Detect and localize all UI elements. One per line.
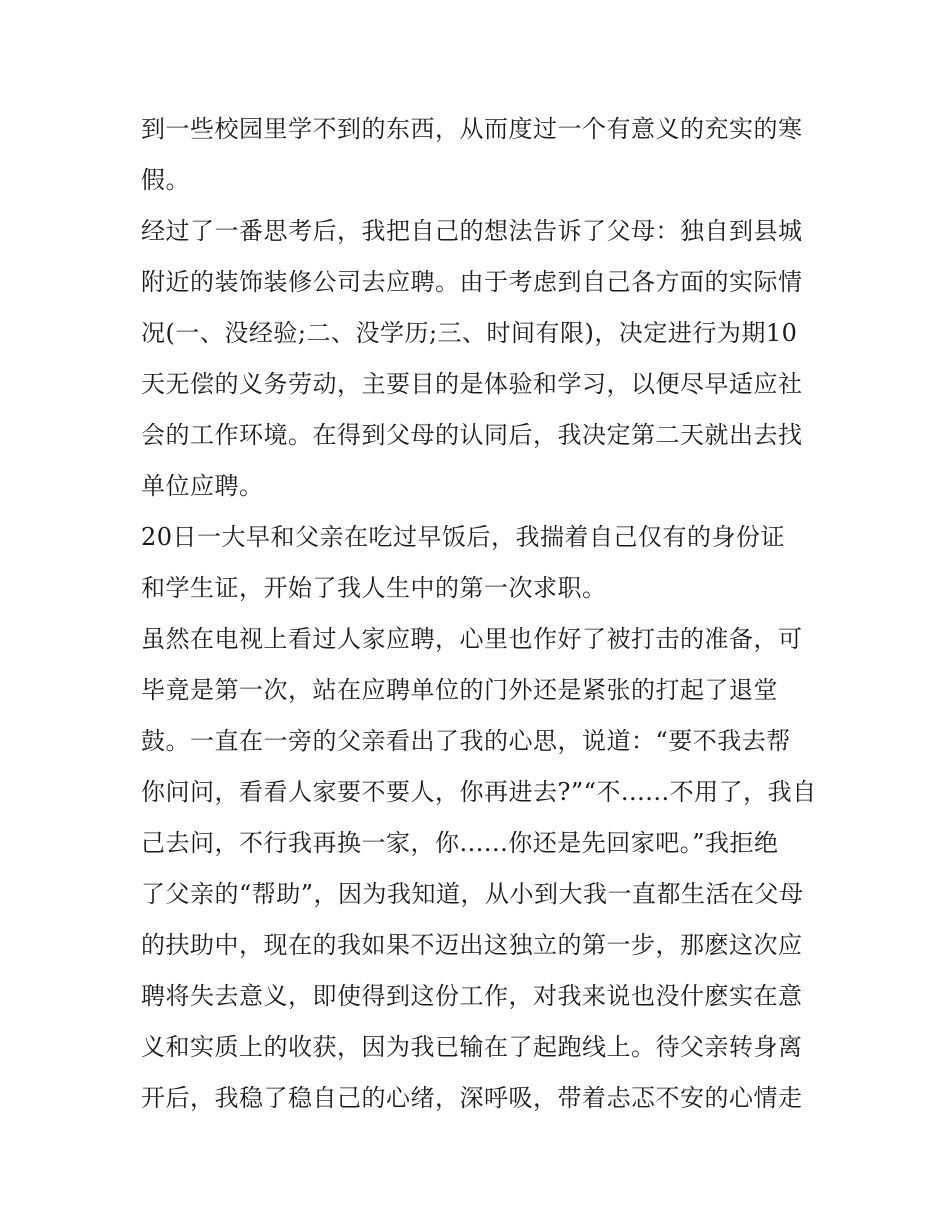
- body-text: [141, 104, 821, 1124]
- text-line: 义和实质上的收获，因为我已输在了起跑线上。待父亲转身离: [141, 1033, 803, 1061]
- text-line: 毕竟是第一次，站在应聘单位的门外还是紧张的打起了退堂: [141, 676, 778, 704]
- text-line: 己去问，不行我再换一家，你......你还是先回家吧。”我拒绝: [141, 829, 779, 857]
- text-line: 况(一、没经验;二、没学历;三、时间有限)，决定进行为期10: [141, 319, 798, 347]
- text-line: 的扶助中，现在的我如果不迈出这独立的第一步，那麽这次应: [141, 931, 803, 959]
- text-line: 假。: [141, 166, 190, 194]
- text-line: 鼓。一直在一旁的父亲看出了我的心思，说道：“要不我去帮: [141, 727, 791, 755]
- text-line: 单位应聘。: [141, 472, 264, 500]
- text-line: 到一些校园里学不到的东西，从而度过一个有意义的充实的寒: [141, 115, 803, 143]
- text-line: 你问问，看看人家要不要人，你再进去?”“不......不用了，我自: [141, 778, 817, 806]
- text-line: 经过了一番思考后，我把自己的想法告诉了父母：独自到县城: [141, 217, 803, 245]
- text-line: 附近的装饰装修公司去应聘。由于考虑到自己各方面的实际情: [141, 268, 803, 296]
- text-line: 开后，我稳了稳自己的心绪，深呼吸，带着忐忑不安的心情走: [141, 1084, 803, 1112]
- text-line: 了父亲的“帮助”，因为我知道，从小到大我一直都生活在父母: [141, 880, 804, 908]
- text-line: 和学生证，开始了我人生中的第一次求职。: [141, 574, 607, 602]
- text-line: 天无偿的义务劳动，主要目的是体验和学习，以便尽早适应社: [141, 370, 803, 398]
- text-line: 聘将失去意义，即使得到这份工作，对我来说也没什麽实在意: [141, 982, 803, 1010]
- text-line: 会的工作环境。在得到父母的认同后，我决定第二天就出去找: [141, 421, 803, 449]
- text-line: 20日一大早和父亲在吃过早饭后，我揣着自己仅有的身份证: [141, 523, 786, 551]
- text-line: 虽然在电视上看过人家应聘，心里也作好了被打击的准备，可: [141, 625, 803, 653]
